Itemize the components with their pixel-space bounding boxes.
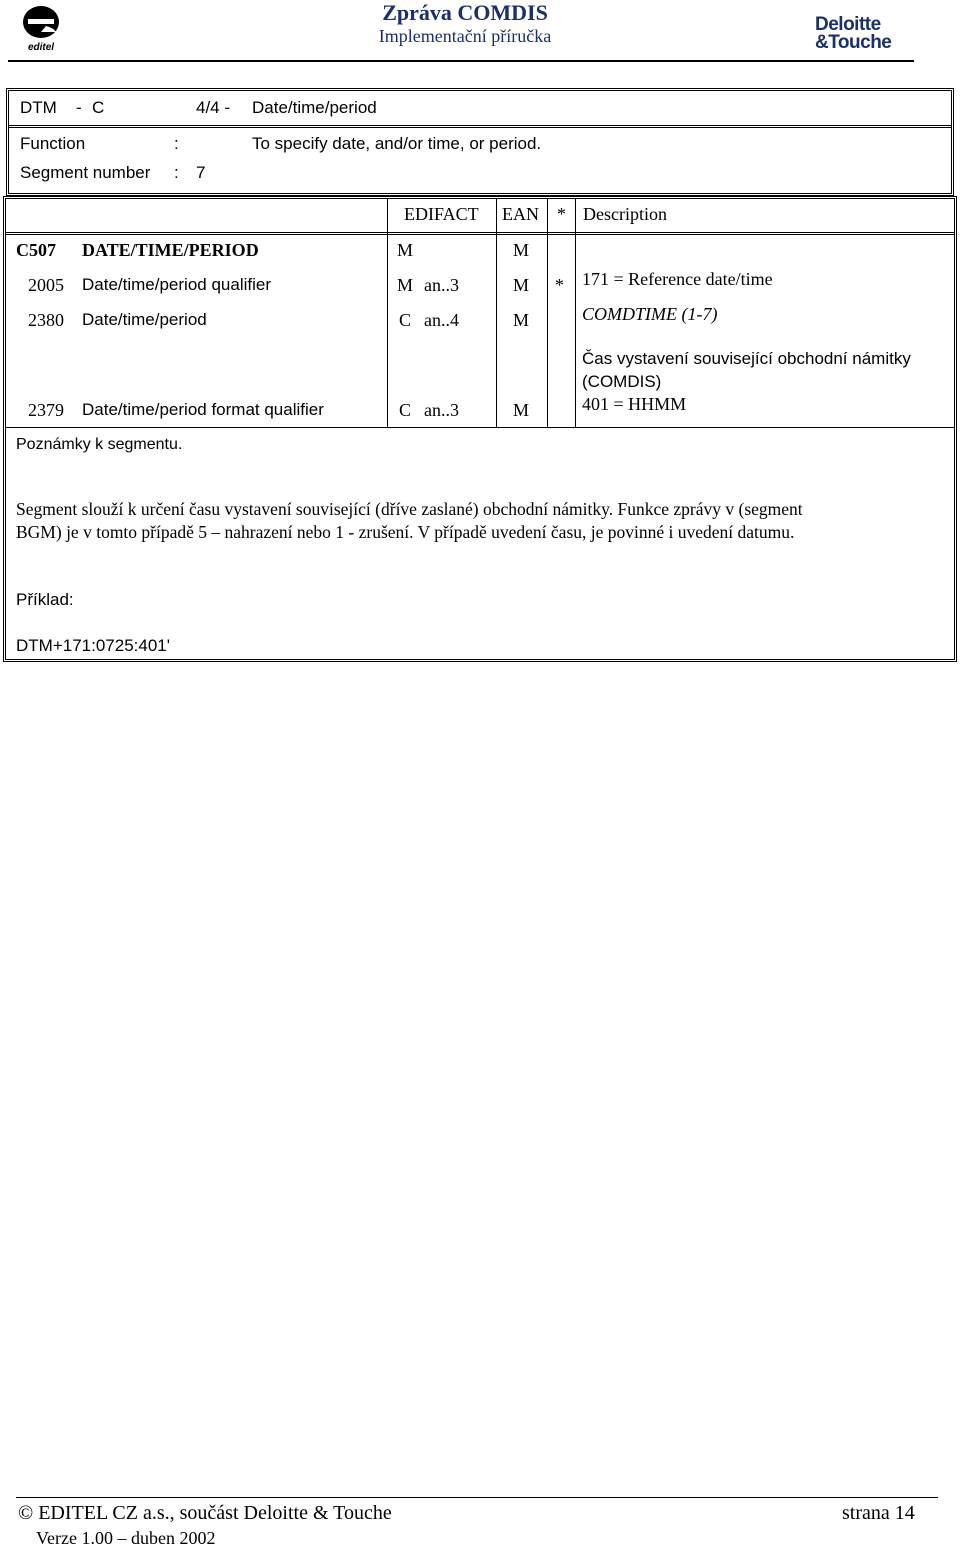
composite-edifact-status: M <box>397 240 414 260</box>
footer-copyright: © EDITEL CZ a.s., součást Deloitte & Touche <box>18 1502 392 1524</box>
notes-line2: BGM) je v tomto případě 5 – nahrazení nebo 1 - zrušení. V případě uvedení času, je povinné i uvedení datumu. <box>16 522 795 542</box>
function-colon: : <box>174 134 179 153</box>
row-2379-status: C <box>399 400 412 420</box>
header-star: * <box>557 204 566 224</box>
segment-status: C <box>92 98 105 117</box>
header-rule <box>8 60 914 62</box>
col-divider-description <box>575 198 576 428</box>
footer-rule <box>16 1497 938 1498</box>
table-header-divider <box>6 232 954 235</box>
col-divider-edifact <box>387 198 388 428</box>
row-2379-name: Date/time/period format qualifier <box>82 400 324 419</box>
row-2005-format: an..3 <box>424 275 459 295</box>
function-value: To specify date, and/or time, or period. <box>252 134 542 153</box>
header-ean: EAN <box>502 204 539 224</box>
segment-position: 4/4 - <box>196 98 231 117</box>
row-2379-description: 401 = HHMM <box>582 394 687 414</box>
composite-name: DATE/TIME/PERIOD <box>82 240 259 260</box>
row-2379-code: 2379 <box>28 400 64 420</box>
row-2005-name: Date/time/period qualifier <box>82 275 271 294</box>
deloitte-touche-logo <box>815 16 911 52</box>
row-2380-code: 2380 <box>28 310 64 330</box>
composite-ean-status: M <box>513 240 530 260</box>
footer-page-number: strana 14 <box>842 1502 915 1524</box>
segment-info-divider <box>8 125 952 128</box>
notes-heading: Poznámky k segmentu. <box>16 436 183 453</box>
row-2005-description: 171 = Reference date/time <box>582 269 773 289</box>
row-2380-ean: M <box>513 310 530 330</box>
footer-version: Verze 1.00 – duben 2002 <box>36 1528 216 1548</box>
segment-number-colon: : <box>174 163 179 182</box>
header-description: Description <box>583 204 667 224</box>
example-label: Příklad: <box>16 590 74 609</box>
editel-logo-text: editel <box>27 42 55 52</box>
composite-code: C507 <box>16 240 56 260</box>
header-edifact: EDIFACT <box>404 204 479 224</box>
col-divider-star <box>547 198 548 428</box>
element-table-box <box>3 196 957 662</box>
row-2379-format: an..3 <box>424 400 459 420</box>
row-2005-star: * <box>555 275 564 295</box>
description-note-line1: Čas vystavení související obchodní námitky <box>582 349 911 368</box>
segment-tag-dash: - <box>76 98 82 117</box>
segment-number-value: 7 <box>196 163 206 182</box>
table-bottom-divider <box>6 427 954 428</box>
example-value: DTM+171:0725:401' <box>16 636 170 655</box>
segment-number-label: Segment number <box>20 163 151 182</box>
deloitte-logo-line1: Deloitte <box>815 14 881 35</box>
row-2379-ean: M <box>513 400 530 420</box>
row-2380-name: Date/time/period <box>82 310 207 329</box>
row-2380-format: an..4 <box>424 310 459 330</box>
row-2005-code: 2005 <box>28 275 64 295</box>
document-subtitle: Implementační příručka <box>378 26 552 46</box>
description-note-line2: (COMDIS) <box>582 372 662 391</box>
segment-name: Date/time/period <box>252 98 377 117</box>
col-divider-ean <box>496 198 497 428</box>
document-title: Zpráva COMDIS <box>382 0 548 25</box>
row-2005-status: M <box>397 275 414 295</box>
function-label: Function <box>20 134 86 153</box>
row-2380-description: COMDTIME (1-7) <box>582 304 718 324</box>
segment-tag: DTM <box>20 98 57 117</box>
notes-line1: Segment slouží k určení času vystavení související (dříve zaslané) obchodní námitky. Funkce zprávy v (segment <box>16 499 803 519</box>
row-2380-status: C <box>399 310 412 330</box>
deloitte-logo-line2: &Touche <box>815 32 892 53</box>
row-2005-ean: M <box>513 275 530 295</box>
